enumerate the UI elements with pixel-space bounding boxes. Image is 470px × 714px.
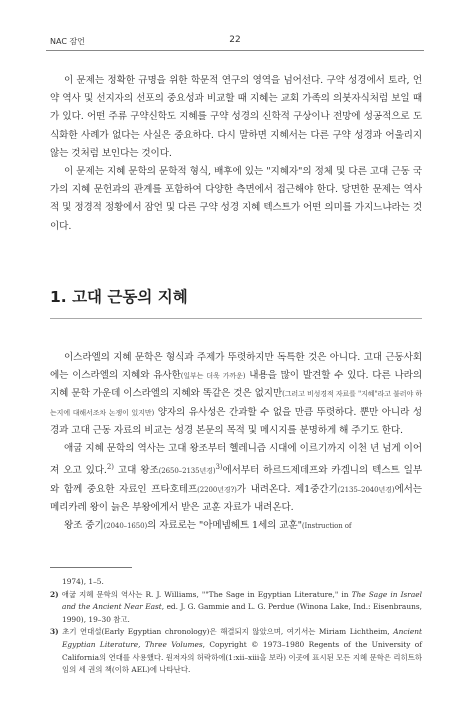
- footnotes: [50, 576, 422, 677]
- footnote-continued: 1974), 1–5.: [62, 577, 104, 586]
- footnote-2: 2) 애굽 지혜 문학의 역사는 R. J. Williams, ""The Sage in Egyptian Literature," in The Sage in Israel and the Ancient Near East, ed. J. G. Gammie and L. G. Perdue (Winona Lake, Ind.: Eisenbrauns, 1990), 19–30 참고.: [50, 589, 422, 624]
- book-title: NAC 잠언: [50, 37, 85, 46]
- running-header: [46, 34, 424, 50]
- footnote-ref[interactable]: 3): [215, 463, 223, 472]
- footnote-ref[interactable]: 2): [106, 463, 114, 472]
- header-divider: [46, 50, 424, 51]
- page-number: 22: [229, 35, 241, 45]
- intro-text: [50, 72, 422, 236]
- section-text: [50, 349, 422, 535]
- section-divider: [50, 318, 422, 319]
- body-paragraph: 왕조 중기(2040–1650)의 자료로는 "아메넴헤트 1세의 교훈"(Instruction of: [64, 520, 352, 532]
- body-paragraph: 애굽 지혜 문학의 역사는 고대 왕조부터 헬레니즘 시대에 이르기까지 이천 년 넘게 이어져 오고 있다.$^{2)}$ 고대 왕조(2650–2135년경)$^{3)}$에서부터 하르드제데프와 카겜니의 텍스트 일부와 함께 중요한 자료인 프타호테프(2200년경?)가 내려온다. 제1중간기(2135–2040년경)에서는 메리카레 왕이 늙은 부왕에게서 받은 교훈 자료가 내려온다.: [50, 443, 422, 513]
- intro-paragraph: 이 문제는 지혜 문학의 문학적 형식, 배후에 있는 "지혜자"의 정체 및 다른 고대 근동 국가의 지혜 문헌과의 관계를 포함하여 다양한 측면에서 접근해야 한다. 당면한 문제는 역사적 및 정경적 정황에서 잠언 및 다른 구약 성경 지혜 텍스트가 어떤 의미를 가지느냐라는 것이다.: [50, 166, 422, 232]
- intro-paragraph: 이 문제는 정확한 규명을 위한 학문적 연구의 영역을 넘어선다. 구약 성경에서 토라, 언약 역사 및 선지자의 선포의 중요성과 비교할 때 지혜는 교회 가족의 의붓자식처럼 보일 때가 있다. 어떤 주류 구약신학도 지혜를 구약 성경의 신학적 구상이나 전망에 성공적으로 도식화한 사례가 없다는 사실은 중요하다. 다시 말하면 지혜서는 다른 구약 성경과 어울리지 않는 것처럼 보인다는 것이다.: [50, 75, 422, 159]
- footnote-3: 3) 초기 연대설(Early Egyptian chronology)은 해결되지 않았으며, 여기서는 Miriam Lichtheim, Ancient Egyptian Literature, Three Volumes, Copyright © 1973–1980 Regents of the University of California의 연대를 사용했다. 원저자의 허락하에(1:xii–xiii을 보라) 이곳에 표시된 모든 지혜 문학은 리히트하임의 세 권의 책(이하 AEL)에 나타난다.: [50, 627, 422, 675]
- section-heading: 1. 고대 근동의 지혜: [50, 288, 188, 306]
- footnote-divider: [50, 567, 132, 568]
- body-paragraph: 이스라엘의 지혜 문학은 형식과 주제가 뚜렷하지만 독특한 것은 아니다. 고대 근동사회에는 이스라엘의 지혜와 유사한(일부는 더욱 가까운) 내용을 많이 발견할 수 있다. 다른 나라의 지혜 문학 가운데 이스라엘의 지혜와 똑같은 것은 없지만(그러고 비성경적 자료를 "지혜"라고 불러야 하는지에 대해서조차 논쟁이 있지만) 양자의 유사성은 간과할 수 없을 만큼 뚜렷하다. 뿐만 아니라 성경과 고대 근동 자료의 비교는 성경 본문의 목적 및 메시지를 분명하게 해 주기도 한다.: [50, 352, 422, 436]
